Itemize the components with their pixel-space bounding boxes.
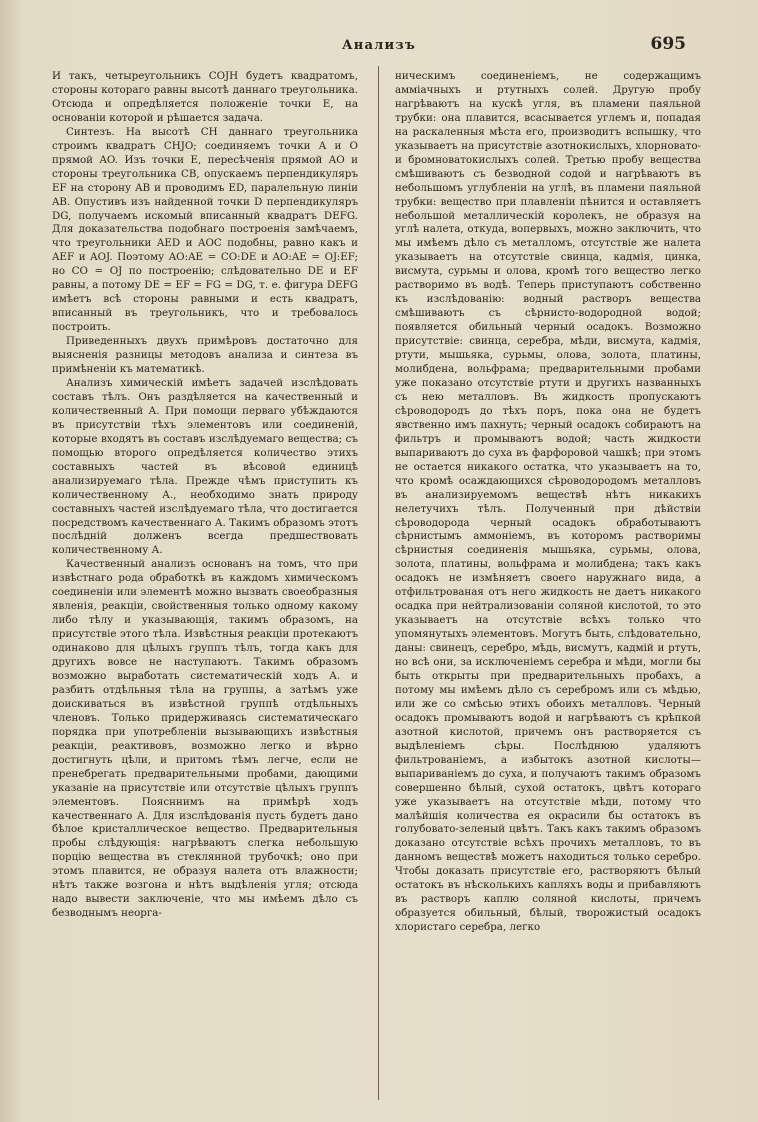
paragraph: Анализъ химическій имѣетъ задачей изслѣдовать составъ тѣлъ. Онъ раздѣляется на качественный и количественный А. При помощи перваго убѣждаются въ присутствіи тѣхъ элементовъ или соединеній, которые входятъ въ составъ изслѣдуемаго вещества; съ помощью второго опредѣляется количество этихъ составныхъ частей въ вѣсовой единицѣ анализируемаго тѣла. Прежде чѣмъ приступить къ количественному А., необходимо знать природу составныхъ частей изслѣдуемаго тѣла, что достигается посредствомъ качественнаго А. Такимъ образомъ этотъ послѣдній долженъ всегда предшествовать количественному А. (52, 376, 358, 557)
paragraph: Качественный анализъ основанъ на томъ, что при извѣстнаго рода обработкѣ въ каждомъ химическомъ соединеніи или элементѣ можно вызвать своеобразныя явленія, реакціи, свойственныя только одному какому либо тѣлу и указывающія, такимъ образомъ, на присутствіе этого тѣла. Извѣстныя реакціи протекаютъ одинаково для цѣлыхъ группъ тѣлъ, тогда какъ для другихъ вовсе не наступаютъ. Такимъ образомъ возможно выработать систематическій ходъ А. и разбить отдѣльныя тѣла на группы, а затѣмъ уже доискиваться въ извѣстной группѣ отдѣльныхъ членовъ. Только придерживаясь систематическаго порядка при употребленіи вызывающихъ извѣстныя реакціи, реактивовъ, возможно легко и вѣрно достигнуть цѣли, и притомъ тѣмъ легче, если не пренебрегать предварительными пробами, дающими указаніе на присутствіе или отсутствіе цѣлыхъ группъ элементовъ. Поясннимъ на примѣрѣ ходъ качественнаго А. Для изслѣдованія пусть будетъ дано бѣлое кристаллическое вещество. Предварительныя пробы слѣдующія: нагрѣваютъ слегка небольшую порцію вещества въ стеклянной трубочкѣ; оно при этомъ плавится, не образуя налета отъ влажности; нѣтъ также возгона и нѣтъ выдѣленія угля; отсюда надо вывести заключеніе, что мы имѣемъ дѣло съ безводнымъ неорга- (52, 558, 358, 920)
right-column (395, 70, 701, 1100)
running-title: Анализъ (341, 38, 416, 53)
column-divider (378, 66, 379, 1100)
paragraph: ническимъ соединеніемъ, не содержащимъ аммiачныхъ и ртутныхъ солей. Другую пробу нагрѣваютъ на кускѣ угля, въ пламени паяльной трубки: она плавится, всасывается углемъ и, попадая на раскаленныя мѣста его, производитъ вспышку, что указываетъ на присутствіе азотнокислыхъ, хлорновато- и бромноватокислыхъ солей. Третью пробу вещества смѣшиваютъ съ безводной содой и нагрѣваютъ въ небольшомъ углубленіи на углѣ, въ пламени паяльной трубки: вещество при плавленіи пѣнится и оставляетъ небольшой металлическій королекъ, не образуя на углѣ налета, откуда, вопервыхъ, можно заключить, что мы имѣемъ дѣло съ металломъ, отсутствіе же налета указываетъ на отсутствіе свинца, кадмія, цинка, висмута, сурьмы и олова, кромѣ того вещество легко растворимо въ водѣ. Теперь приступаютъ собственно къ изслѣдованію: водный растворъ вещества смѣшиваютъ съ сѣрнисто-водородной водой; появляется обильный черный осадокъ. Возможно присутствіе: свинца, серебра, мѣди, висмута, кадмія, ртути, мышьяка, сурьмы, олова, золота, платины, молибдена, вольфрама; предварительными пробами уже показано отсутствіе ртути и другихъ названныхъ съ нею металловъ. Въ жидкость пропускаютъ сѣроводородъ до тѣхъ поръ, пока она не будетъ явственно имъ пахнуть; черный осадокъ собираютъ на фильтръ и промываютъ водой; часть жидкости выпариваютъ до суха въ фарфоровой чашкѣ; при этомъ не остается никакого остатка, что указываетъ на то, что кромѣ осаждающихся сѣроводородомъ металловъ въ анализируемомъ веществѣ нѣтъ никакихъ нелетучихъ тѣлъ. Полученный при дѣйствіи сѣроводорода черный осадокъ обработываютъ сѣрнистымъ аммоніемъ, въ которомъ растворимы сѣрнистыя соединенія мышьяка, сурьмы, олова, золота, платины, вольфрама и молибдена; такъ какъ осадокъ не измѣняетъ своего наружнаго вида, а отфильтрованая отъ него жидкость не даетъ никакого осадка при нейтрализованіи соляной кислотой, то это указываетъ на отсутствіе всѣхъ только что упомянутыхъ элементовъ. Могутъ быть, слѣдовательно, даны: свинецъ, серебро, мѣдь, висмутъ, кадмій и ртуть, но всѣ они, за исключеніемъ серебра и мѣди, могли бы быть открыты при предварительныхъ пробахъ, а потому мы имѣемъ дѣло съ серебромъ или съ мѣдью, или же со смѣсью этихъ обоихъ металловъ. Черный осадокъ промываютъ водой и нагрѣваютъ съ крѣпкой азотной кислотой, причемъ онъ растворяется съ выдѣленіемъ сѣры. Послѣднюю удаляютъ фильтрованіемъ, а избытокъ азотной кислоты—выпариваніемъ до суха, и получаютъ такимъ образомъ совершенно бѣлый, сухой остатокъ, цвѣтъ котораго уже указываетъ на отсутствіе мѣди, потому что малѣйшія количества ея окрасили бы остатокъ въ голубовато-зеленый цвѣтъ. Такъ какъ такимъ образомъ доказано отсутствіе всѣхъ прочихъ металловъ, то въ данномъ веществѣ можетъ находиться только серебро. Чтобы доказать присутствіе его, растворяютъ бѣлый остатокъ въ нѣсколькихъ капляхъ воды и прибавляютъ въ растворъ каплю соляной кислоты, причемъ образуется обильный, бѣлый, творожистый осадокъ хлористаго серебра, легко (395, 70, 701, 934)
page-header (0, 34, 758, 58)
paragraph: И такъ, четыреугольникъ COJH будетъ квадратомъ, стороны котораго равны высотѣ даннаго треугольника. Отсюда и опредѣляется положеніе точки E, на основаніи которой и рѣшается задача. (52, 70, 358, 124)
paragraph: Приведенныхъ двухъ примѣровъ достаточно для выясненія разницы методовъ анализа и синтеза въ примѣненіи къ математикѣ. (52, 335, 358, 376)
page-number: 695 (650, 34, 686, 54)
left-column (52, 70, 358, 1100)
paragraph: Синтезъ. На высотѣ CH даннаго треугольника строимъ квадратъ CHJO; соединяемъ точки A и O прямой AO. Изъ точки E, пересѣченія прямой AO и стороны треугольника CB, опускаемъ перпендикуляръ EF на сторону AB и проводимъ ED, паралельную линіи AB. Опустивъ изъ найденной точки D перпендикуляръ DG, получаемъ искомый вписанный квадратъ DEFG. Для доказательства подобнаго построенія замѣчаемъ, что треугольники AED и AOC подобны, равно какъ и AEF и AOJ. Поэтому AO:AE = CO:DE и AO:AE = OJ:EF; но CO = OJ по построенію; слѣдовательно DE и EF равны, а потому DE = EF = FG = DG, т. е. фигура DEFG имѣетъ всѣ стороны равными и есть квадратъ, вписанный въ треугольникъ, что и требовалось построить. (52, 125, 358, 334)
